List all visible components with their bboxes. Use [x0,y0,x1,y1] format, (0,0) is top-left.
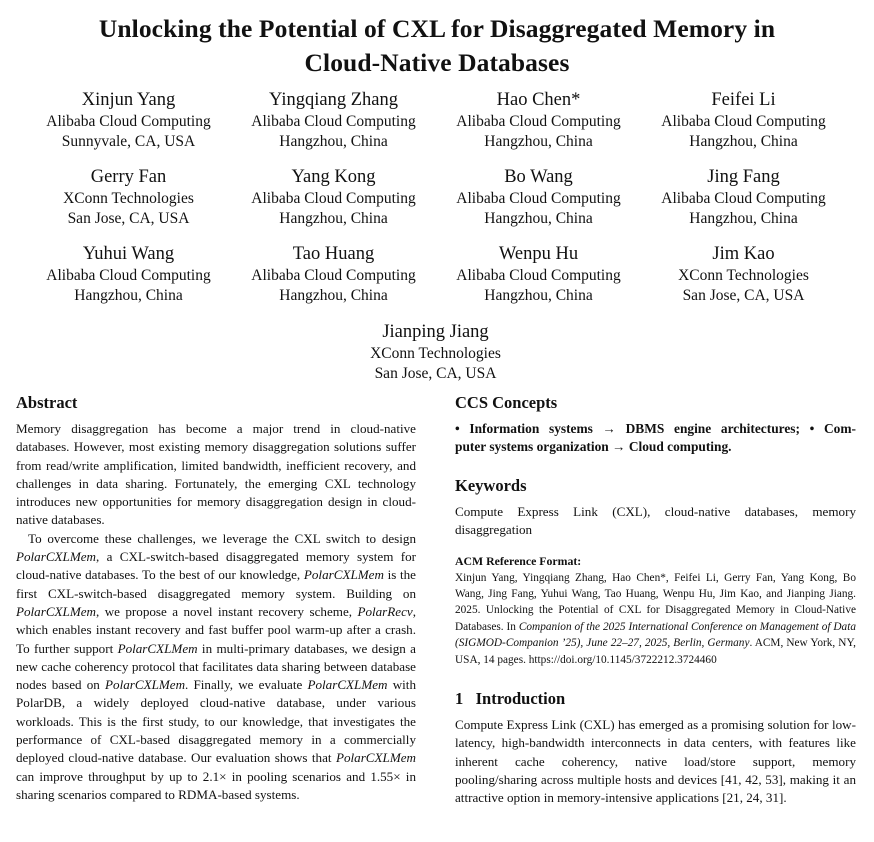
author-org: XConn Technologies [63,190,194,207]
section-title: Introduction [475,689,566,709]
author-location: Hangzhou, China [279,287,388,304]
abstract-paragraph-1: Memory disaggregation has become a major trend in cloud-native databases. However, most existing memory disaggregation solutions suffer from read/write amplification, limited bandwidth, inefficient recovery, and challenges in data sharing. Fortunately, the emerging CXL technology introduces new opportunities for memory disaggregation design in cloud-native databases. [16,421,416,528]
ccs-concepts [455,420,856,457]
author-name: Yuhui Wang [82,244,175,264]
acm-reference [455,553,856,668]
author-org: Alibaba Cloud Computing [46,113,211,130]
ccs-line-1: • Information systems → DBMS engine architectures; • Com- [455,421,856,436]
author-block [431,165,646,229]
abstract-section [16,393,416,804]
abstract-text-run: . Finally, we evaluate [185,677,308,693]
introduction-paragraph: Compute Express Link (CXL) has emerged as a promising solution for low-latency, high-bandwidth interconnects in data centers, with features like inherent cache coherency, native load/store support, memory pooling/sharing across multiple hosts and devices [41, 42, 53], making it an attractive option in memory-intensive applications [21, 24, 31]. [455,717,856,806]
author-block [226,242,441,306]
title-line-2: Cloud-Native Databases [304,48,570,77]
author-location: Hangzhou, China [74,287,183,304]
system-name: PolarCXLMem [16,549,97,565]
system-name: PolarCXLMem [307,677,388,693]
author-block [21,165,236,229]
author-name: Xinjun Yang [81,90,176,110]
abstract-text-run: is the first CXL-switch-based disaggregated memory system. Building on [16,567,416,601]
right-column [455,393,856,808]
author-org: Alibaba Cloud Computing [251,267,416,284]
acm-reference-doi: . ACM, New York, NY, USA, 14 pages. https://doi.org/10.1145/3722212.3724460 [455,637,856,666]
abstract-text-run: with PolarDB, a widely deployed cloud-native database, under various workloads. This is the first study, to our knowledge, that investigates the performance of CXL-based disaggregated memory in a commercially deployed cloud-native database. Our evaluation shows that [16,677,416,766]
paper-title [0,12,874,80]
author-name: Wenpu Hu [498,244,579,264]
author-location: San Jose, CA, USA [374,365,497,382]
author-location: Hangzhou, China [484,287,593,304]
abstract-text-run: can improve throughput by up to 2.1× in pooling scenarios and 1.55× in sharing scenarios compared to RDMA-based systems. [16,768,416,802]
author-org: Alibaba Cloud Computing [661,190,826,207]
author-location: Hangzhou, China [279,133,388,150]
abstract-text-run: , a CXL-switch-based disaggregated memory system for cloud-native databases. To the best of our knowledge, [16,549,416,583]
author-location: Hangzhou, China [689,133,798,150]
author-name: Feifei Li [711,90,776,110]
author-location: Hangzhou, China [279,210,388,227]
author-location: San Jose, CA, USA [682,287,805,304]
author-block [636,165,851,229]
keywords-heading: Keywords [455,475,527,495]
author-block [21,242,236,306]
author-location: Sunnyvale, CA, USA [61,133,196,150]
author-org: Alibaba Cloud Computing [251,190,416,207]
introduction-heading [455,689,856,709]
author-location: Hangzhou, China [484,133,593,150]
author-location: Hangzhou, China [484,210,593,227]
abstract-text-run: To overcome these challenges, we leverage the CXL switch to design [28,530,416,546]
author-name: Gerry Fan [90,167,167,187]
author-block [226,165,441,229]
ccs-heading: CCS Concepts [455,393,558,412]
author-name: Jing Fang [707,167,780,187]
system-name: PolarCXLMem [117,640,198,656]
acm-reference-text [455,570,856,668]
abstract-paragraph-2 [16,530,416,804]
author-location: San Jose, CA, USA [67,210,190,227]
author-block [328,320,543,384]
author-org: Alibaba Cloud Computing [456,190,621,207]
section-number: 1 [455,689,464,709]
system-name: PolarCXLMem [105,677,186,693]
author-org: Alibaba Cloud Computing [46,267,211,284]
author-org: Alibaba Cloud Computing [456,113,621,130]
author-block [21,88,236,152]
author-block [431,88,646,152]
author-org: XConn Technologies [370,345,501,362]
author-name: Tao Huang [292,244,375,264]
title-line-1: Unlocking the Potential of CXL for Disaggregated Memory in [98,14,776,43]
author-name: Yingqiang Zhang [269,90,398,110]
author-name: Yang Kong [291,167,376,187]
acm-reference-label: ACM Reference Format: [455,554,582,569]
author-org: Alibaba Cloud Computing [661,113,826,130]
author-org: Alibaba Cloud Computing [456,267,621,284]
abstract-text-run: , we propose a novel instant recovery scheme, [96,603,358,619]
abstract-text-run: in multi-primary databases, we design a new cache coherency protocol that facilitates data sharing between database nodes based on [16,640,416,693]
acm-reference-venue: Companion of the 2025 International Conference on Management of Data (SIGMOD-Companion ’25), June 22–27, 2025, Berlin, Germany [455,620,856,650]
ccs-line-2: puter systems organization → Cloud computing. [455,439,732,455]
author-name: Hao Chen* [496,90,581,110]
author-name: Jianping Jiang [382,322,489,342]
author-location: Hangzhou, China [689,210,798,227]
keywords-text: Compute Express Link (CXL), cloud-native databases, memory disaggregation [455,503,856,537]
system-name: PolarCXLMem [303,567,384,583]
author-name: Bo Wang [504,167,573,187]
abstract-heading: Abstract [16,393,78,412]
author-block [431,242,646,306]
author-org: Alibaba Cloud Computing [251,113,416,130]
author-org: XConn Technologies [678,267,809,284]
system-name: PolarCXLMem [335,750,416,766]
author-block [636,88,851,152]
system-name: PolarCXLMem [16,603,97,619]
author-block [226,88,441,152]
system-name: PolarRecv [357,603,413,619]
acm-reference-authors: Xinjun Yang, Yingqiang Zhang, Hao Chen*, Feifei Li, Gerry Fan, Yang Kong, Bo Wang, Jing Fang, Yuhui Wang, Tao Huang, Wenpu Hu, Jim Kao, and Jianping Jiang. 2025. Unlocking the Potential of CXL for Disaggregated Memory in Cloud-Native Databases. In [455,571,856,633]
author-name: Jim Kao [712,244,775,264]
author-block [636,242,851,306]
abstract-text-run: , which enables instant recovery and fast buffer pool warm-up after a crash. To further support [16,603,416,656]
